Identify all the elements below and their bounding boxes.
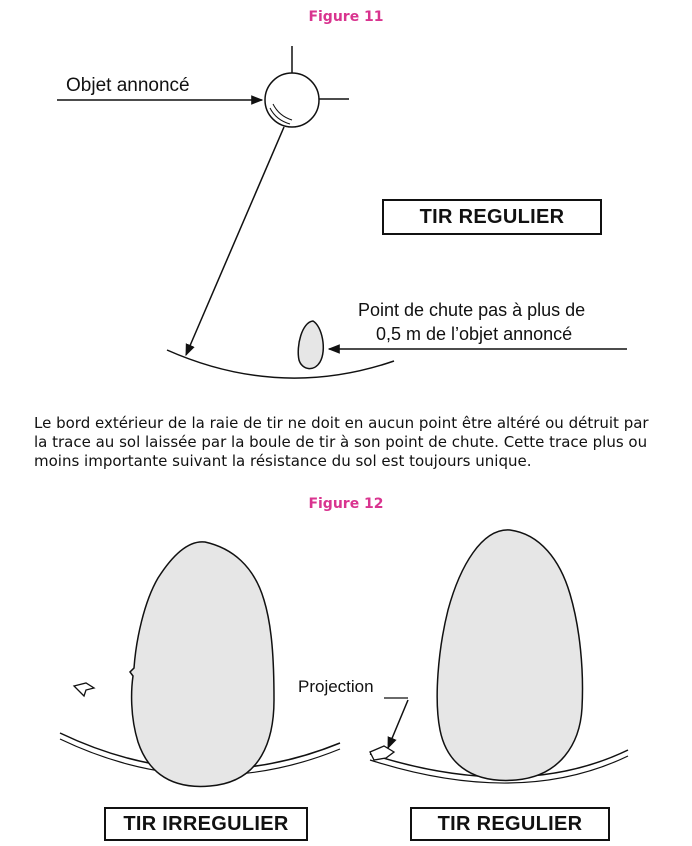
landing-mark-left	[130, 542, 274, 787]
projection-label: Projection	[298, 677, 374, 696]
figure-11-title: Figure 11	[308, 9, 384, 25]
projection-fragment-right	[370, 746, 394, 760]
landing-mark-right	[437, 530, 582, 781]
drop-label-line1: Point de chute pas à plus de	[358, 300, 586, 320]
irregular-shot-label: TIR IRREGULIER	[123, 812, 289, 835]
irregular-shot-box	[104, 807, 308, 841]
regular-shot-box	[382, 199, 602, 235]
landing-mark	[298, 321, 323, 369]
figure-12-title: Figure 12	[308, 496, 384, 512]
regular-shot-box-fig12	[410, 807, 610, 841]
projection-fragment-left	[74, 683, 94, 696]
drop-label-line2: 0,5 m de l’objet annoncé	[376, 324, 573, 344]
projection-arrow	[388, 700, 408, 748]
target-ball	[265, 46, 349, 127]
rule-paragraph: Le bord extérieur de la raie de tir ne doit en aucun point être altéré ou détruit par la trace au sol laissée par la boule de tir à son point de chute. Cette trace plus ou moins importante suivant la résistance du sol est toujours unique.	[34, 414, 649, 470]
trajectory-arrow	[186, 127, 284, 355]
regular-shot-label-fig12: TIR REGULIER	[437, 812, 583, 835]
circle-arc-fig11	[167, 350, 394, 378]
object-label: Objet annoncé	[66, 75, 190, 96]
regular-shot-label: TIR REGULIER	[419, 205, 565, 228]
